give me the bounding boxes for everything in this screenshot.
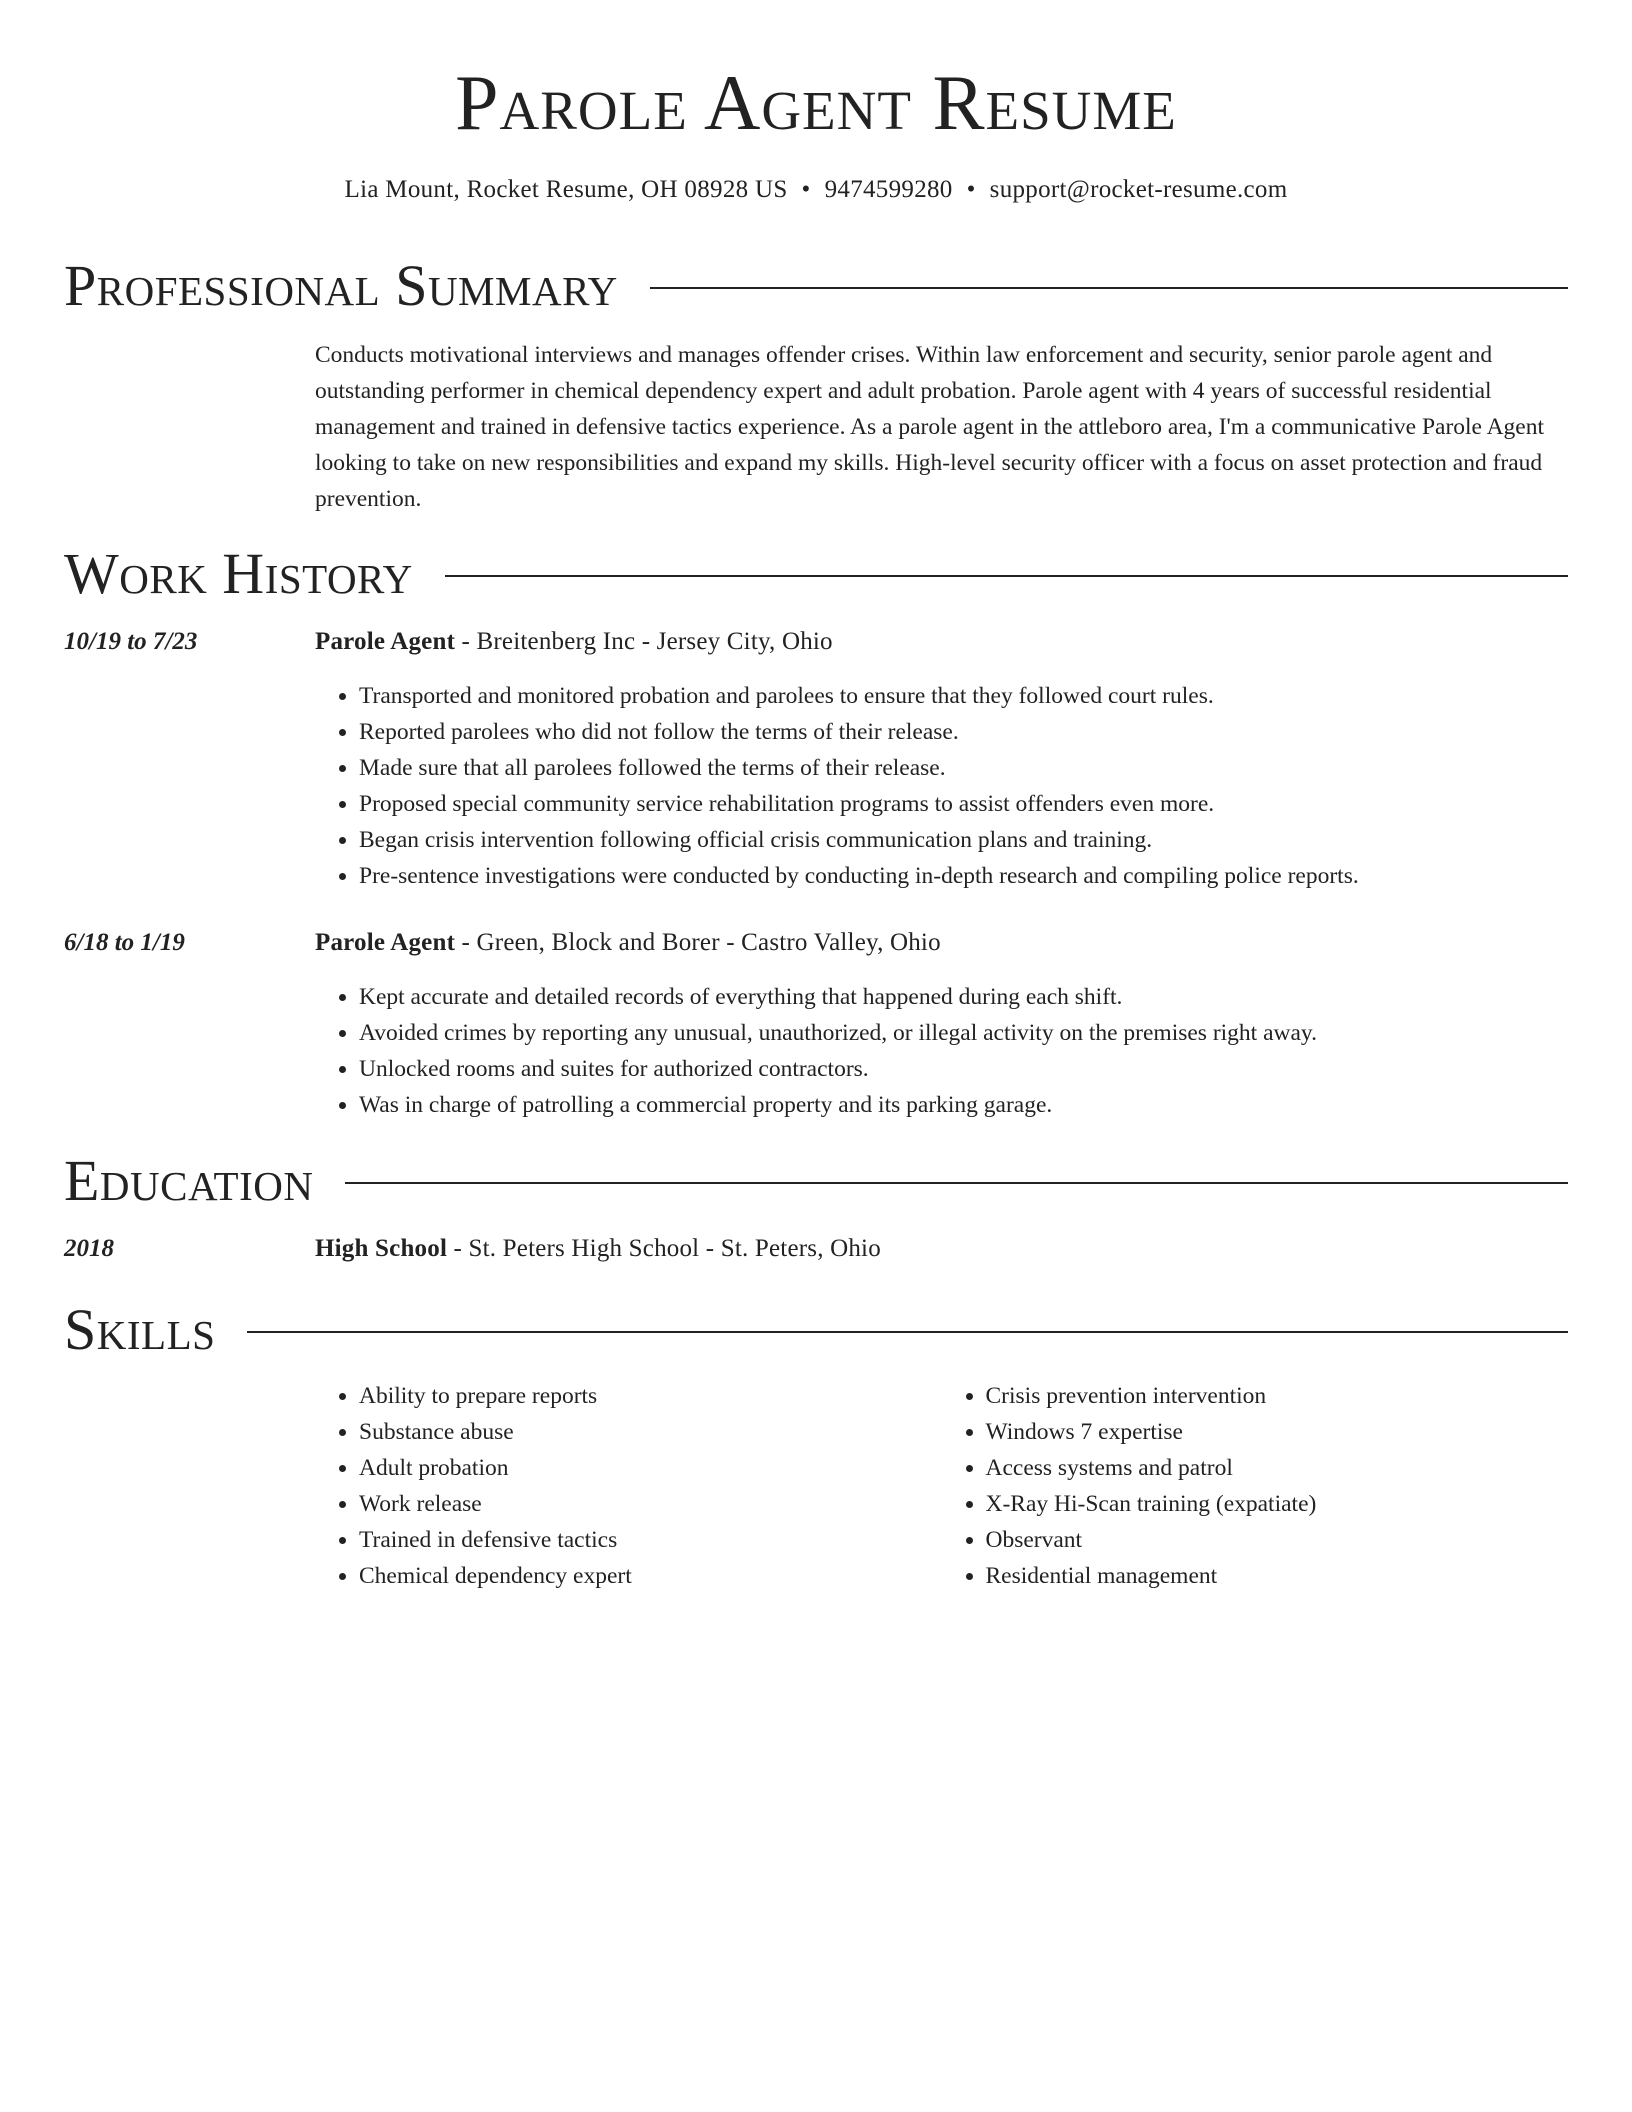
- education-entry: [315, 1231, 1568, 1267]
- contact-separator: •: [966, 176, 976, 203]
- list-item: • Transported and monitored probation and parolees to ensure that they followed court rules.: [359, 678, 1568, 714]
- summary-block: [315, 337, 1568, 517]
- job-details: - Green, Block and Borer - Castro Valley, Ohio: [455, 929, 941, 956]
- list-item: • Kept accurate and detailed records of everything that happened during each shift.: [359, 979, 1568, 1015]
- list-item: • Began crisis intervention following official crisis communication plans and training.: [359, 822, 1568, 858]
- list-item: • Trained in defensive tactics: [359, 1522, 942, 1558]
- resume-title: Parole Agent Resume: [455, 59, 1177, 146]
- contact-email: support@rocket-resume.com: [989, 176, 1288, 203]
- job-entry: [315, 925, 1568, 961]
- skills-columns: [315, 1378, 1568, 1594]
- list-item: • Ability to prepare reports: [359, 1378, 942, 1414]
- skills-block: [315, 1378, 1568, 1594]
- list-item: • X-Ray Hi-Scan training (expatiate): [986, 1486, 1569, 1522]
- list-item: • Work release: [359, 1486, 942, 1522]
- job-role: Parole Agent: [315, 929, 456, 956]
- job-dates: 6/18 to 1/19: [64, 929, 185, 956]
- work-section-header: [64, 539, 1568, 609]
- education-details: - St. Peters High School - St. Peters, Ohio: [447, 1235, 881, 1262]
- skills-list-left: [315, 1378, 942, 1594]
- list-item: • Was in charge of patrolling a commercial property and its parking garage.: [359, 1087, 1568, 1123]
- section-divider: [445, 575, 1568, 577]
- list-item: • Avoided crimes by reporting any unusual, unauthorized, or illegal activity on the premises right away.: [359, 1015, 1568, 1051]
- job-duties-list: [315, 979, 1568, 1123]
- summary-section-header: [64, 251, 1568, 321]
- list-item: • Substance abuse: [359, 1414, 942, 1450]
- job-dates: 10/19 to 7/23: [64, 628, 198, 655]
- section-divider: [247, 1331, 1568, 1333]
- education-year: 2018: [64, 1235, 114, 1262]
- list-item: • Access systems and patrol: [986, 1450, 1569, 1486]
- list-item: • Adult probation: [359, 1450, 942, 1486]
- job-title-line: [315, 925, 1568, 961]
- list-item: • Pre-sentence investigations were conducted by conducting in-depth research and compiling police reports.: [359, 858, 1568, 894]
- skills-section-header: [64, 1295, 1568, 1365]
- job-details: - Breitenberg Inc - Jersey City, Ohio: [455, 628, 833, 655]
- contact-address: Lia Mount, Rocket Resume, OH 08928 US: [344, 176, 788, 203]
- list-item: • Proposed special community service rehabilitation programs to assist offenders even more.: [359, 786, 1568, 822]
- list-item: • Unlocked rooms and suites for authorized contractors.: [359, 1051, 1568, 1087]
- job-duties-list: [315, 678, 1568, 894]
- list-item: • Residential management: [986, 1558, 1569, 1594]
- contact-phone: 9474599280: [824, 176, 953, 203]
- job-title-line: [315, 624, 1568, 660]
- list-item: • Chemical dependency expert: [359, 1558, 942, 1594]
- section-divider: [650, 287, 1568, 289]
- summary-heading: Professional Summary: [64, 253, 618, 318]
- job-entry: [315, 624, 1568, 660]
- list-item: • Reported parolees who did not follow the terms of their release.: [359, 714, 1568, 750]
- section-divider: [345, 1182, 1568, 1184]
- education-section-header: [64, 1146, 1568, 1216]
- list-item: • Observant: [986, 1522, 1569, 1558]
- job-bullets-block: [315, 678, 1568, 894]
- education-heading: Education: [64, 1148, 314, 1213]
- education-degree: High School: [315, 1235, 448, 1262]
- work-heading: Work History: [64, 541, 413, 606]
- job-role: Parole Agent: [315, 628, 456, 655]
- skills-list-right: [942, 1378, 1569, 1594]
- list-item: • Made sure that all parolees followed the terms of their release.: [359, 750, 1568, 786]
- education-line: [315, 1231, 1568, 1267]
- skills-heading: Skills: [64, 1297, 216, 1362]
- contact-line: [64, 172, 1568, 208]
- list-item: • Windows 7 expertise: [986, 1414, 1569, 1450]
- summary-text: Conducts motivational interviews and manages offender crises. Within law enforcement and security, senior parole agent and outstanding performer in chemical dependency expert and adult probation. Parole agent with 4 years of successful residential management and trained in defensive tactics experience. As a parole agent in the attleboro area, I'm a communicative Parole Agent looking to take on new responsibilities and expand my skills. High-level security officer with a focus on asset protection and fraud prevention.: [315, 342, 1544, 512]
- list-item: • Crisis prevention intervention: [986, 1378, 1569, 1414]
- contact-separator: •: [801, 176, 811, 203]
- job-bullets-block: [315, 979, 1568, 1123]
